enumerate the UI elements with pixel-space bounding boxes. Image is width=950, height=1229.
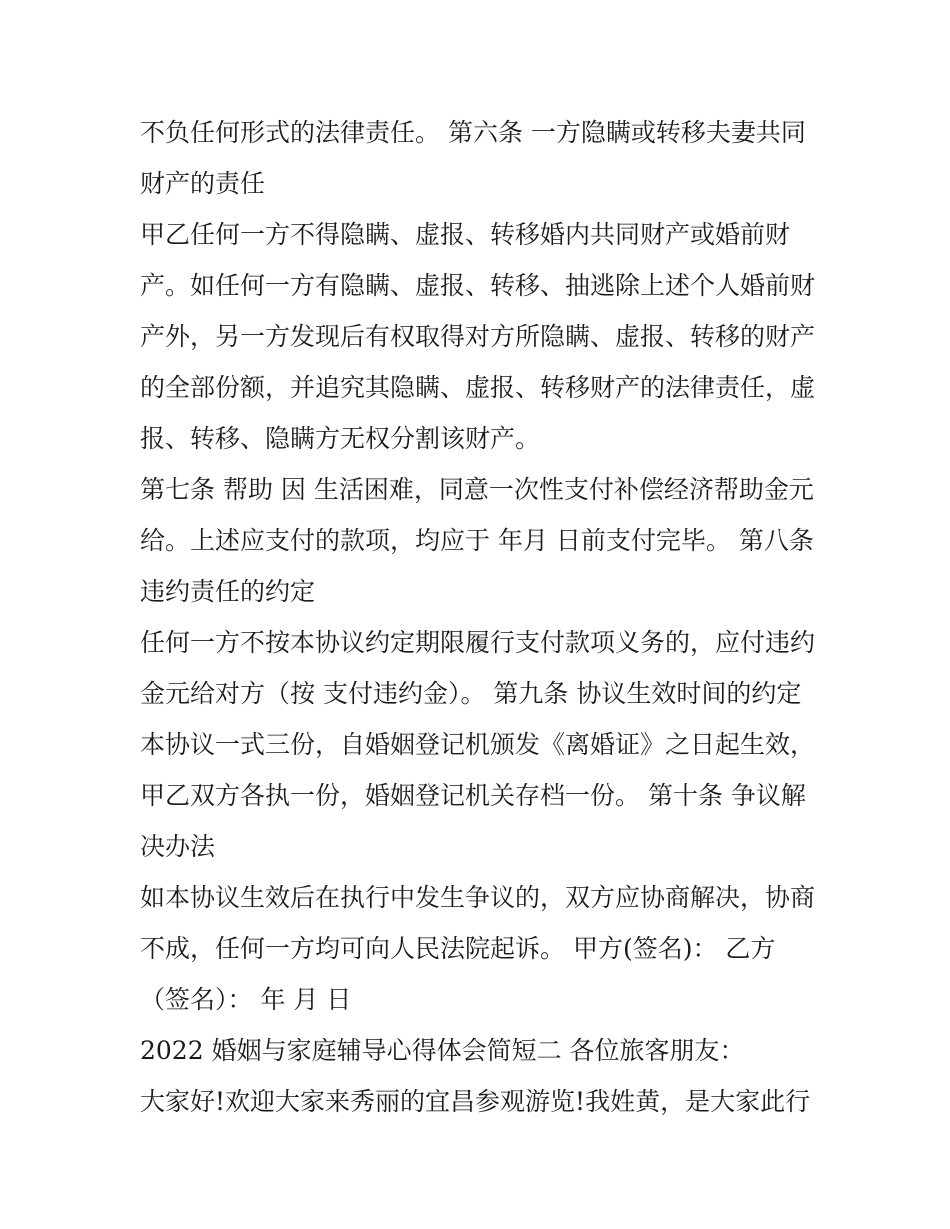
text-line: 金元给对方（按 支付违约金）。 第九条 协议生效时间的约定 bbox=[140, 679, 802, 708]
text-line: 甲乙任何一方不得隐瞒、虚报、转移婚内共同财产或婚前财 bbox=[140, 220, 791, 249]
text-line: 本协议一式三份，自婚姻登记机颁发《离婚证》之日起生效， bbox=[140, 730, 816, 759]
text-line: （签名）： 年 月 日 bbox=[140, 985, 352, 1014]
text-line: 财产的责任 bbox=[140, 169, 266, 198]
text-line: 甲乙双方各执一份，婚姻登记机关存档一份。 第十条 争议解 bbox=[140, 781, 806, 810]
text-line: 如本协议生效后在执行中发生争议的，双方应协商解决，协商 bbox=[140, 883, 816, 912]
text-line: 产外，另一方发现后有权取得对方所隐瞒、虚报、转移的财产 bbox=[140, 322, 816, 351]
text-line: 2022 婚姻与家庭辅导心得体会简短二 各位旅客朋友： bbox=[140, 1036, 745, 1065]
text-line: 违约责任的约定 bbox=[140, 577, 316, 606]
document-body bbox=[140, 107, 820, 1127]
text-line: 大家好!欢迎大家来秀丽的宜昌参观游览!我姓黄，是大家此行 bbox=[140, 1087, 811, 1116]
text-line: 任何一方不按本协议约定期限履行支付款项义务的，应付违约 bbox=[140, 628, 816, 657]
text-line: 不成，任何一方均可向人民法院起诉。 甲方(签名)： 乙方 bbox=[140, 934, 776, 963]
text-line: 报、转移、隐瞒方无权分割该财产。 bbox=[140, 424, 541, 453]
text-line: 给。上述应支付的款项，均应于 年月 日前支付完毕。 第八条 bbox=[140, 526, 814, 555]
text-line: 第七条 帮助 因 生活困难，同意一次性支付补偿经济帮助金元 bbox=[140, 475, 814, 504]
text-line: 的全部份额，并追究其隐瞒、虚报、转移财产的法律责任，虚 bbox=[140, 373, 816, 402]
text-line: 决办法 bbox=[140, 832, 216, 861]
text-line: 产。如任何一方有隐瞒、虚报、转移、抽逃除上述个人婚前财 bbox=[140, 271, 816, 300]
text-line: 不负任何形式的法律责任。 第六条 一方隐瞒或转移夫妻共同 bbox=[140, 118, 806, 147]
